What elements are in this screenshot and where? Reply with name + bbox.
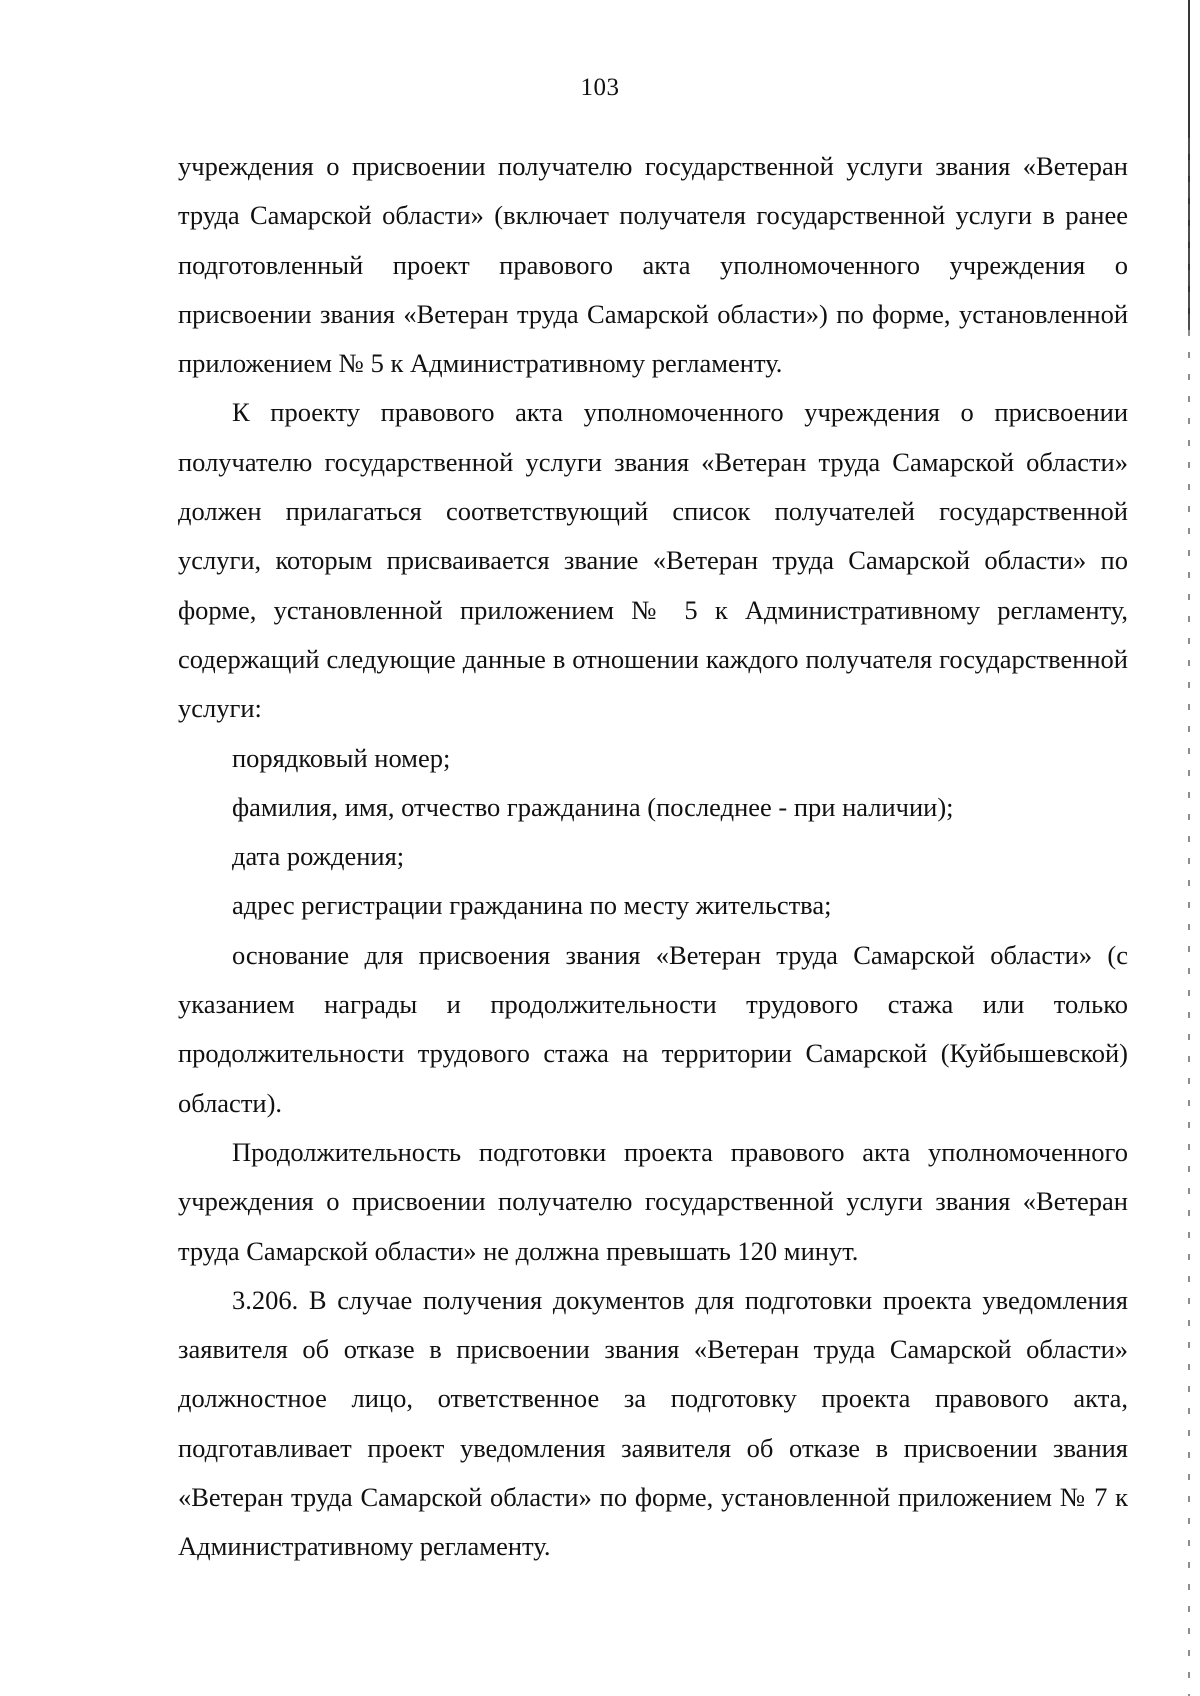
document-body (178, 142, 1128, 1572)
paragraph-duration: Продолжительность подготовки проекта правового акта уполномоченного учреждения о присвоении получателю государственной услуги звания «Ветеран труда Самарской области» не должна превышать 120 минут. (178, 1136, 1128, 1266)
list-item-registration-address: адрес регистрации гражданина по месту жительства; (232, 890, 832, 921)
scan-edge-line (1188, 0, 1190, 330)
paragraph-project-attachment: К проекту правового акта уполномоченного учреждения о присвоении получателю государственной услуги звания «Ветеран труда Самарской области» должен прилагаться соответствующий список получателей государственной услуги, которым присваивается звание «Ветеран труда Самарской области» по форме, установленной приложением № 5 к Административному регламенту, содержащий следующие данные в отношении каждого получателя государственной услуги: (178, 397, 1128, 724)
list-item-basis: основание для присвоения звания «Ветеран труда Самарской области» (с указанием награды и продолжительности трудового стажа или только продолжительности трудового стажа на территории Самарской (Куйбышевской) области). (178, 939, 1128, 1118)
list-item-serial-number: порядковый номер; (232, 742, 451, 773)
list-item-birth-date: дата рождения; (232, 841, 405, 872)
page-number: 103 (580, 74, 620, 101)
list-item-full-name: фамилия, имя, отчество гражданина (последнее - при наличии); (232, 791, 954, 822)
paragraph-3-206: 3.206. В случае получения документов для подготовки проекта уведомления заявителя об отказе в присвоении звания «Ветеран труда Самарской области» должностное лицо, ответственное за подготовку проекта правового акта, подготавливает проект уведомления заявителя об отказе в присвоении звания «Ветеран труда Самарской области» по форме, установленной приложением № 7 к Административному регламенту. (178, 1284, 1128, 1562)
paragraph-continuation: учреждения о присвоении получателю государственной услуги звания «Ветеран труда Самарской области» (включает получателя государственной услуги в ранее подготовленный проект правового акта уполномоченного учреждения о присвоении звания «Ветеран труда Самарской области») по форме, установленной приложением № 5 к Административному регламенту. (178, 151, 1128, 379)
